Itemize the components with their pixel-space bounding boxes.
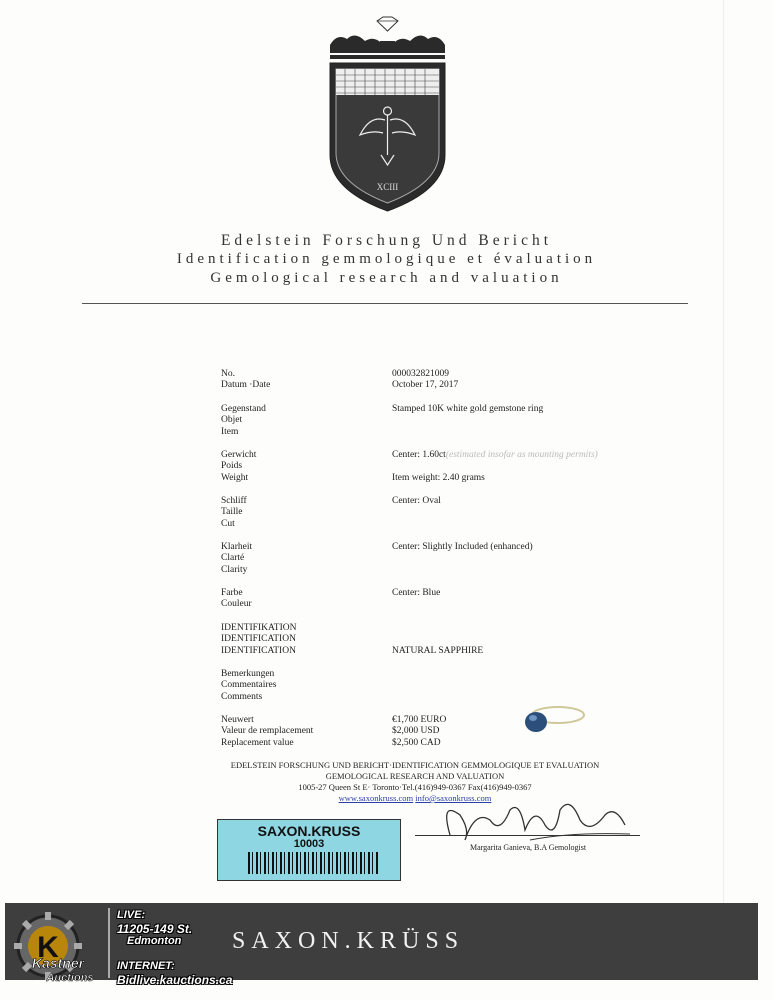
cut-label-en: Cut [221, 519, 235, 529]
weight-center: Center: 1.60ct(estimated insofar as mounting permits) [392, 450, 598, 460]
color-label-de: Farbe [221, 588, 243, 598]
identification-label-en: IDENTIFICATION [221, 646, 296, 656]
signer-name: Margarita Ganieva, B.A Gemologist [470, 843, 587, 852]
signature-line [415, 835, 640, 836]
live-city: Edmonton [127, 935, 182, 947]
footer-line-1: EDELSTEIN FORSCHUNG UND BERICHT·IDENTIFICATION GEMMOLOGIQUE ET EVALUATION [230, 760, 600, 770]
heading-divider [82, 303, 688, 304]
logo-divider [108, 908, 110, 978]
lion-supporters-icon [330, 35, 445, 59]
value-cad: $2,500 CAD [392, 738, 441, 748]
weight-item: Item weight: 2.40 grams [392, 473, 485, 483]
item-label-de: Gegenstand [221, 404, 266, 414]
color-value: Center: Blue [392, 588, 441, 598]
value-label-de: Neuwert [221, 715, 254, 725]
comments-label-fr: Commentaires [221, 680, 277, 690]
footer-line-2: GEMOLOGICAL RESEARCH AND VALUATION [325, 771, 505, 781]
crest-emblem [325, 15, 450, 215]
heading-english: Gemological research and valuation [210, 270, 563, 286]
email-link[interactable]: info@saxonkruss.com [415, 793, 492, 803]
diamond-icon [377, 17, 398, 31]
heading-french: Identification gemmologique et évaluation [176, 251, 597, 267]
value-euro: €1,700 EURO [392, 715, 447, 725]
value-usd: $2,000 USD [392, 726, 440, 736]
logo-sub: Auctions [46, 972, 94, 984]
clarity-label-en: Clarity [221, 565, 248, 575]
internet-label: INTERNET: [117, 960, 175, 972]
weight-note: (estimated insofar as mounting permits) [445, 450, 598, 460]
identification-label-de: IDENTIFIKATION [221, 623, 297, 633]
crest-numeral: XCIII [376, 182, 399, 192]
cut-label-de: Schliff [221, 496, 247, 506]
live-address: 11205-149 St. [117, 922, 193, 936]
footer-links [0, 793, 773, 804]
weight-label-en: Weight [221, 473, 249, 483]
stamp-number: 10003 [293, 838, 325, 850]
comments-label-en: Comments [221, 692, 263, 702]
identification-label-fr: IDENTIFICATION [221, 634, 296, 644]
number-label: No. [221, 369, 235, 379]
clarity-value: Center: Slightly Included (enhanced) [392, 542, 533, 552]
weight-label-de: Gerwicht [221, 450, 257, 460]
heading-german: Edelstein Forschung Und Bericht [220, 232, 553, 249]
report-date: October 17, 2017 [392, 380, 459, 390]
clarity-label-fr: Clarté [221, 553, 245, 563]
security-stamp [217, 819, 401, 881]
cut-value: Center: Oval [392, 496, 441, 506]
live-label: LIVE: [117, 909, 146, 921]
item-label-en: Item [221, 427, 239, 437]
footer-address: 1005-27 Queen St E· Toronto·Tel.(416)949-0367 Fax(416)949-0367 [298, 782, 532, 792]
brand-name: SAXON.KRÜSS [232, 928, 465, 954]
color-label-fr: Couleur [221, 599, 252, 609]
kastner-auctions-logo [8, 912, 104, 984]
internet-url[interactable]: Bidlive.kauctions.ca [117, 973, 233, 987]
weight-label-fr: Poids [221, 461, 243, 471]
logo-name: Kastner [31, 955, 85, 971]
value-label-en: Replacement value [221, 738, 294, 748]
logo-letter: K [37, 931, 59, 964]
signature [420, 790, 645, 850]
comments-label-de: Bemerkungen [221, 669, 275, 679]
stamp-title: SAXON.KRUSS [257, 823, 361, 839]
identification-value: NATURAL SAPPHIRE [392, 646, 484, 656]
date-label: Datum ·Date [221, 380, 271, 390]
ring-photo [518, 695, 588, 740]
item-value: Stamped 10K white gold gemstone ring [392, 404, 544, 414]
cut-label-fr: Taille [221, 507, 243, 517]
report-number: 000032821009 [392, 369, 449, 379]
clarity-label-de: Klarheit [221, 542, 253, 552]
website-link[interactable]: www.saxonkruss.com [338, 793, 414, 803]
item-label-fr: Objet [221, 415, 243, 425]
barcode-icon [248, 852, 378, 874]
value-label-fr: Valeur de remplacement [221, 726, 314, 736]
